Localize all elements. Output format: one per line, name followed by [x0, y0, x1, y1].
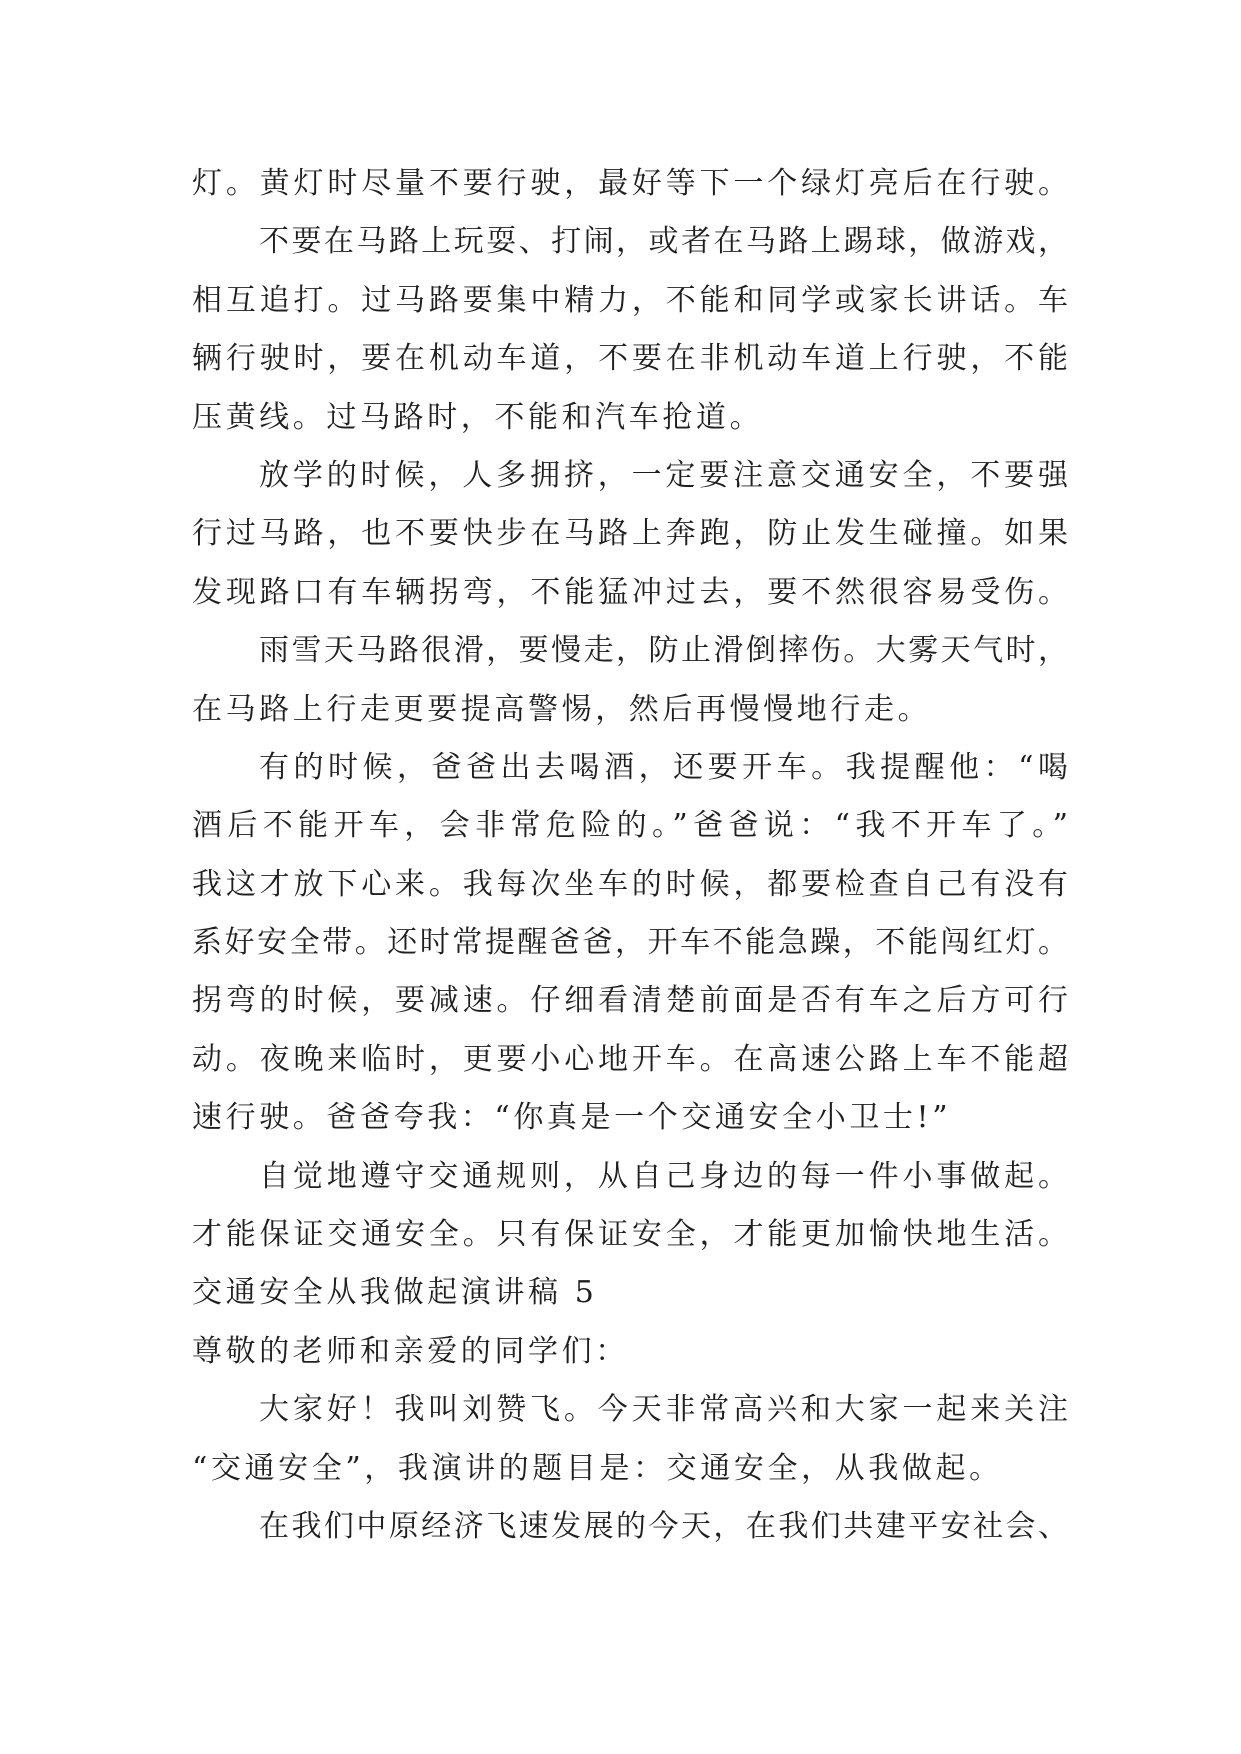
text-line: 系好安全带。还时常提醒爸爸，开车不能急躁，不能闯红灯。	[192, 925, 1068, 961]
text-line: 动。夜晚来临时，更要小心地开车。在高速公路上车不能超	[192, 1041, 1068, 1077]
text-line: “交通安全”，我演讲的题目是：交通安全，从我做起。	[192, 1450, 1003, 1486]
section-heading: 交通安全从我做起演讲稿 5	[192, 1275, 598, 1311]
text-line: 放学的时候，人多拥挤，一定要注意交通安全，不要强	[259, 457, 1068, 493]
text-line: 辆行驶时，要在机动车道，不要在非机动车道上行驶，不能	[192, 341, 1068, 377]
text-line: 在我们中原经济飞速发展的今天，在我们共建平安社会、	[259, 1508, 1068, 1544]
text-line: 行过马路，也不要快步在马路上奔跑，防止发生碰撞。如果	[192, 516, 1068, 552]
text-line: 发现路口有车辆拐弯，不能猛冲过去，要不然很容易受伤。	[192, 574, 1068, 610]
text-line: 灯。黄灯时尽量不要行驶，最好等下一个绿灯亮后在行驶。	[192, 166, 1068, 201]
text-line: 相互追打。过马路要集中精力，不能和同学或家长讲话。车	[192, 282, 1068, 318]
salutation-line: 尊敬的老师和亲爱的同学们：	[192, 1333, 629, 1369]
text-line: 我这才放下心来。我每次坐车的时候，都要检查自己有没有	[192, 866, 1068, 902]
text-line: 在马路上行走更要提高警惕，然后再慢慢地行走。	[192, 691, 932, 727]
text-line: 不要在马路上玩耍、打闹，或者在马路上踢球，做游戏，	[259, 224, 1068, 260]
text-line: 雨雪天马路很滑，要慢走，防止滑倒摔伤。大雾天气时，	[259, 633, 1068, 669]
text-line: 自觉地遵守交通规则，从自己身边的每一件小事做起。	[259, 1158, 1068, 1194]
text-line: 拐弯的时候，要减速。仔细看清楚前面是否有车之后方可行	[192, 983, 1068, 1019]
text-line: 有的时候，爸爸出去喝酒，还要开车。我提醒他：“喝	[259, 749, 1068, 785]
text-line: 速行驶。爸爸夸我：“你真是一个交通安全小卫士!”	[192, 1100, 952, 1136]
document-body	[192, 155, 1068, 1556]
text-line: 大家好！我叫刘赞飞。今天非常高兴和大家一起来关注	[259, 1392, 1068, 1428]
text-line: 酒后不能开车，会非常危险的。”爸爸说：“我不开车了。”	[192, 808, 1068, 844]
text-line: 才能保证交通安全。只有保证安全，才能更加愉快地生活。	[192, 1217, 1068, 1253]
text-line: 压黄线。过马路时，不能和汽车抢道。	[192, 399, 764, 435]
